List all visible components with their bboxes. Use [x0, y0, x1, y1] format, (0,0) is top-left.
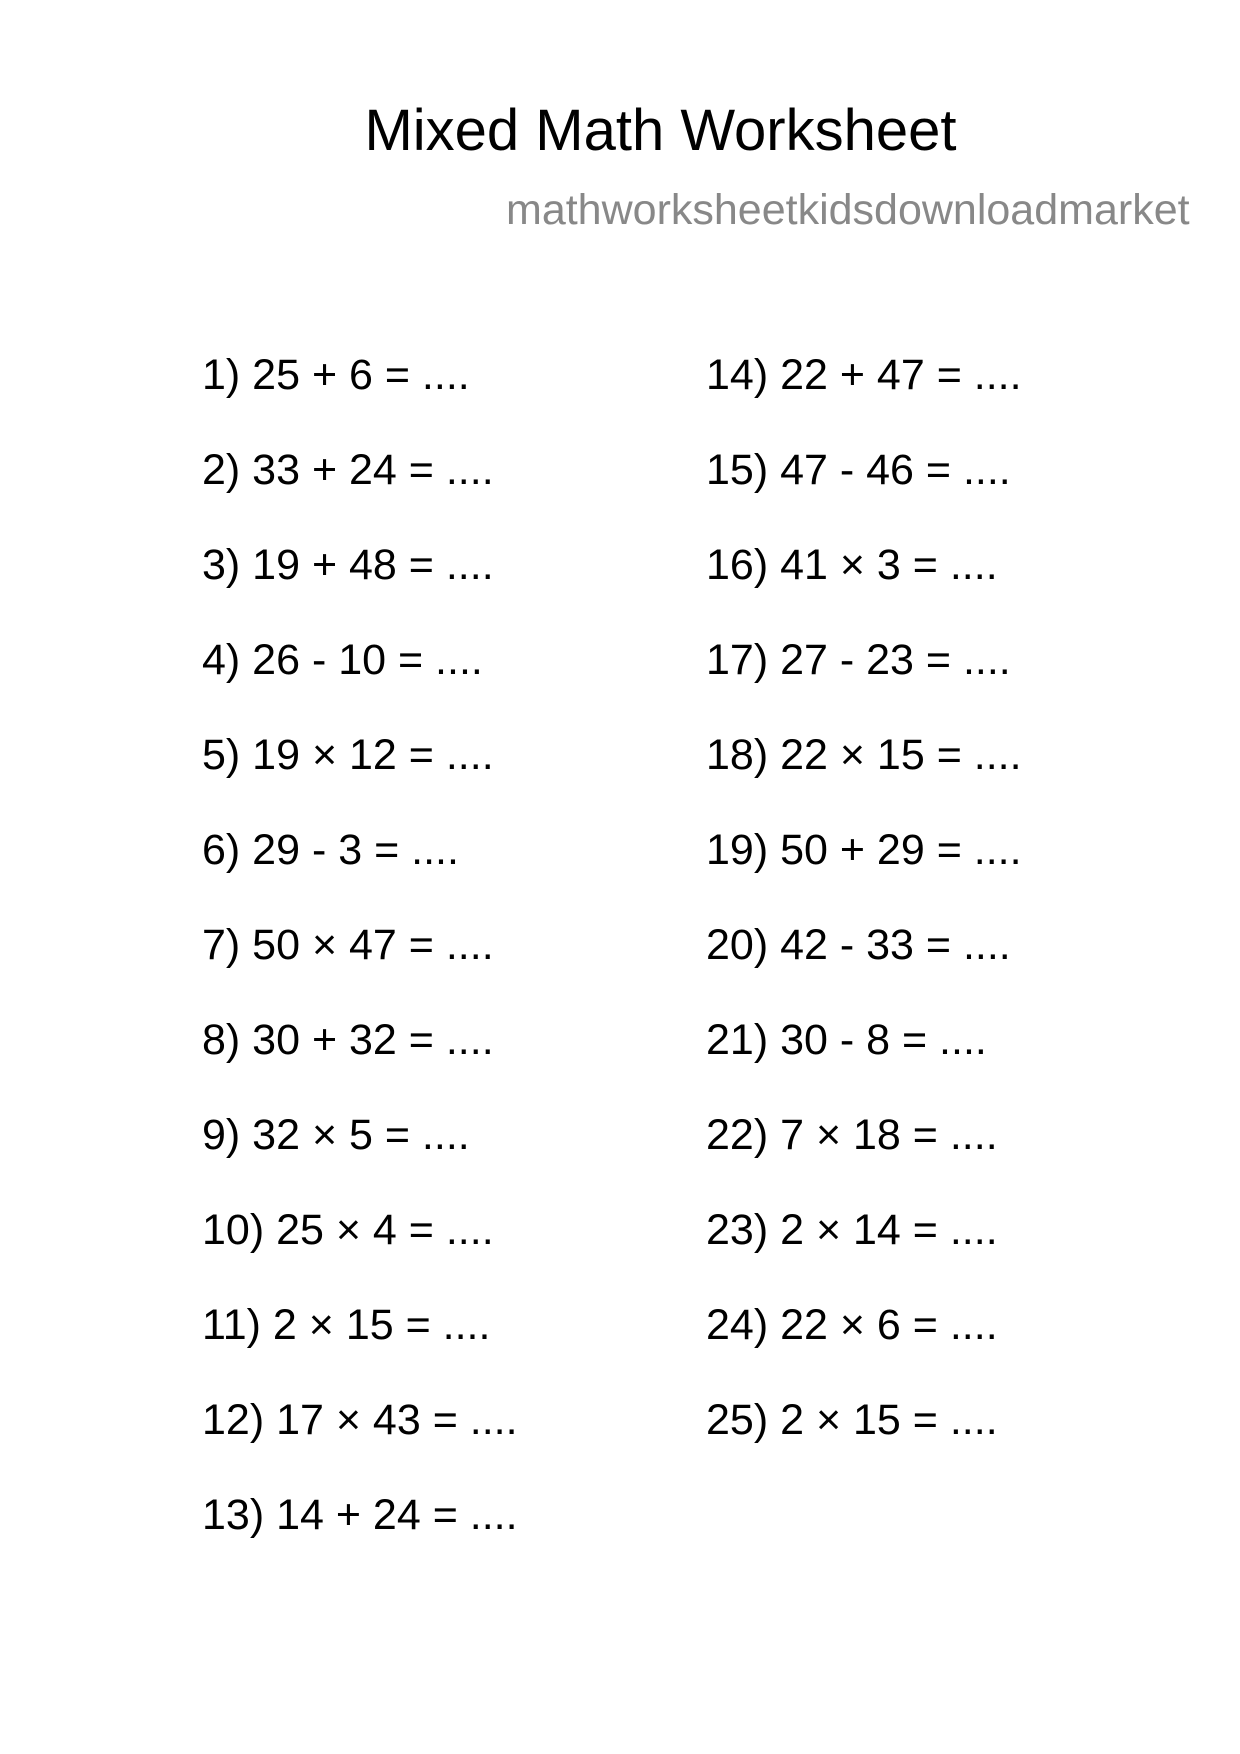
problem-13: 13) 14 + 24 = .... — [202, 1491, 518, 1539]
problem-15: 15) 47 - 46 = .... — [706, 446, 1011, 494]
problem-6: 6) 29 - 3 = .... — [202, 826, 459, 874]
problem-17: 17) 27 - 23 = .... — [706, 636, 1011, 684]
source-watermark: mathworksheetkidsdownloadmarket — [506, 186, 1190, 234]
problem-18: 18) 22 × 15 = .... — [706, 731, 1022, 779]
problems-right-column — [706, 349, 1022, 1489]
problem-14: 14) 22 + 47 = .... — [706, 351, 1022, 399]
problem-4: 4) 26 - 10 = .... — [202, 636, 483, 684]
problem-5: 5) 19 × 12 = .... — [202, 731, 494, 779]
problem-20: 20) 42 - 33 = .... — [706, 921, 1011, 969]
problem-9: 9) 32 × 5 = .... — [202, 1111, 470, 1159]
problem-21: 21) 30 - 8 = .... — [706, 1016, 987, 1064]
problem-8: 8) 30 + 32 = .... — [202, 1016, 494, 1064]
worksheet-title: Mixed Math Worksheet — [364, 98, 957, 163]
problem-7: 7) 50 × 47 = .... — [202, 921, 494, 969]
problem-25: 25) 2 × 15 = .... — [706, 1396, 998, 1444]
problem-19: 19) 50 + 29 = .... — [706, 826, 1022, 874]
problem-12: 12) 17 × 43 = .... — [202, 1396, 518, 1444]
problems-left-column — [202, 349, 518, 1584]
problem-24: 24) 22 × 6 = .... — [706, 1301, 998, 1349]
problem-23: 23) 2 × 14 = .... — [706, 1206, 998, 1254]
problem-1: 1) 25 + 6 = .... — [202, 351, 470, 399]
problem-22: 22) 7 × 18 = .... — [706, 1111, 998, 1159]
problem-16: 16) 41 × 3 = .... — [706, 541, 998, 589]
problem-2: 2) 33 + 24 = .... — [202, 446, 494, 494]
problem-3: 3) 19 + 48 = .... — [202, 541, 494, 589]
problem-10: 10) 25 × 4 = .... — [202, 1206, 494, 1254]
problem-11: 11) 2 × 15 = .... — [202, 1301, 491, 1349]
